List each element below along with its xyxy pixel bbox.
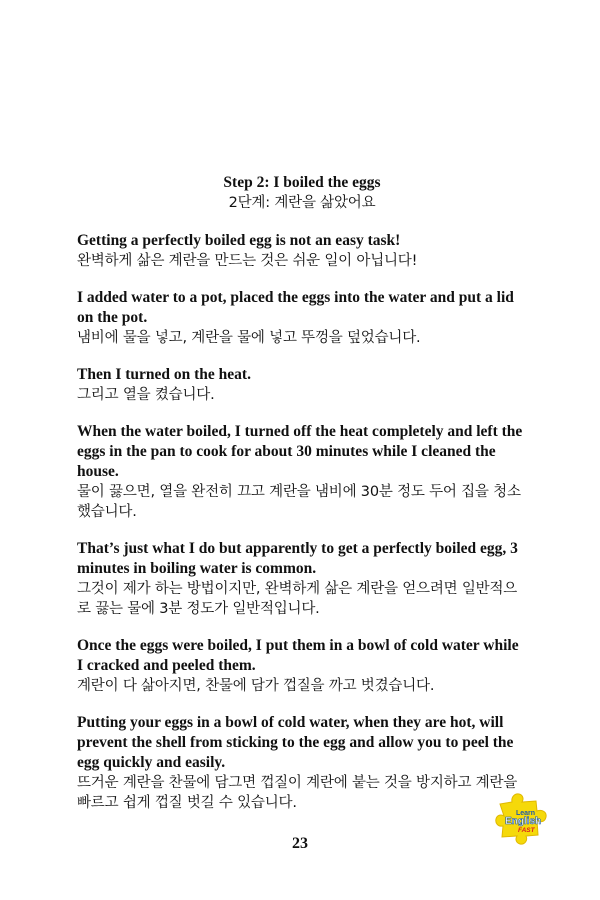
paragraph — [77, 231, 527, 271]
paragraph — [77, 713, 527, 813]
paragraph-ko: 그리고 열을 켰습니다. — [77, 387, 215, 403]
paragraph-en: Once the eggs were boiled, I put them in a bowl of cold water while I cracked and peeled them. — [77, 637, 519, 674]
logo-text-learn: Learn — [516, 810, 536, 817]
paragraph-en: That’s just what I do but apparently to get a perfectly boiled egg, 3 minutes in boiling water is common. — [77, 540, 518, 577]
step-heading-en: Step 2: I boiled the eggs — [223, 174, 381, 191]
paragraph — [77, 288, 527, 348]
paragraph-ko: 냄비에 물을 넣고, 계란을 물에 넣고 뚜껑을 덮었습니다. — [77, 330, 421, 346]
paragraph — [77, 365, 527, 405]
paragraph-en: Putting your eggs in a bowl of cold water, when they are hot, will prevent the shell from sticking to the egg and allow you to peel the egg quickly and easily. — [77, 714, 514, 771]
paragraph-ko: 물이 끓으면, 열을 완전히 끄고 계란을 냄비에 30분 정도 두어 집을 청소했습니다. — [77, 484, 521, 520]
paragraph — [77, 539, 527, 619]
paragraph — [77, 422, 527, 522]
page-number: 23 — [292, 835, 308, 852]
paragraph-en: I added water to a pot, placed the eggs into the water and put a lid on the pot. — [77, 289, 514, 326]
paragraph-en: Getting a perfectly boiled egg is not an easy task! — [77, 232, 401, 249]
step-heading-ko: 2단계: 계란을 삶았어요 — [228, 195, 376, 211]
paragraph-ko: 계란이 다 삶아지면, 찬물에 담가 껍질을 까고 벗겼습니다. — [77, 678, 435, 694]
paragraph-ko: 그것이 제가 하는 방법이지만, 완벽하게 삶은 계란을 얻으려면 일반적으로 끓는 물에 3분 정도가 일반적입니다. — [77, 581, 518, 617]
logo-text-fast: FAST — [518, 827, 535, 834]
step-heading — [77, 173, 527, 213]
logo-text-english: English — [505, 816, 542, 827]
paragraph-ko: 뜨거운 계란을 찬물에 담그면 껍질이 계란에 붙는 것을 방지하고 계란을 빠르고 쉽게 껍질 벗길 수 있습니다. — [77, 775, 518, 811]
learn-english-fast-logo — [492, 790, 552, 848]
paragraph-ko: 완벽하게 삶은 계란을 만드는 것은 쉬운 일이 아닙니다! — [77, 253, 418, 269]
paragraph-en: When the water boiled, I turned off the heat completely and left the eggs in the pan to cook for about 30 minutes while I cleaned the house. — [77, 423, 523, 480]
paragraph — [77, 636, 527, 696]
paragraph-en: Then I turned on the heat. — [77, 366, 251, 383]
page-content — [77, 173, 527, 830]
